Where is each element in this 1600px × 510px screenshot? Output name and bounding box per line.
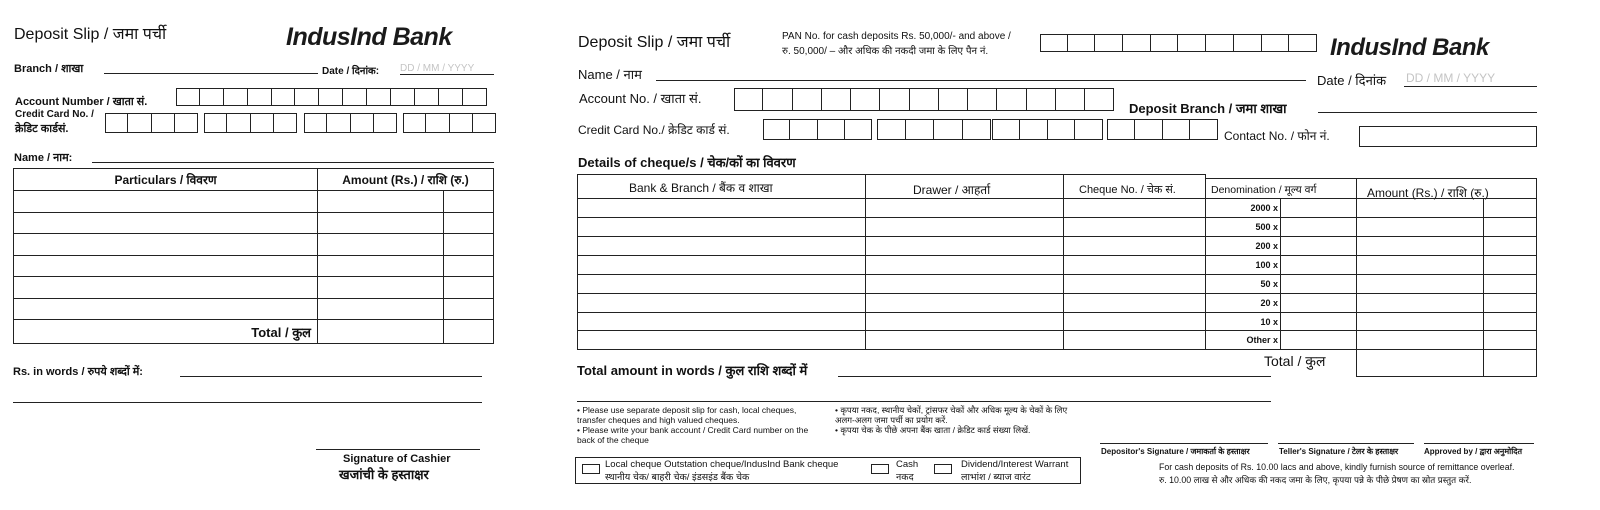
col-denomination: Denomination / मूल्य वर्ग xyxy=(1211,184,1317,196)
note-en-1: • Please use separate deposit slip for cash, local cheques, transfer cheques and high valued cheques. xyxy=(577,405,797,425)
slip-date-field[interactable]: DD / MM / YYYY xyxy=(1406,71,1496,85)
cheque-details-label: Details of cheque/s / चेक/कों का विवरण xyxy=(578,155,796,170)
counterfoil-words-label: Rs. in words / रुपये शब्दों में: xyxy=(13,366,143,378)
slip-cc-group-1[interactable] xyxy=(763,119,872,140)
approved-by-label: Approved by / द्वारा अनुमोदित xyxy=(1424,447,1523,456)
counterfoil-col-particulars: Particulars / विवरण xyxy=(14,169,318,191)
denomination-10: 10 x xyxy=(1260,317,1278,327)
option-cash-hi: नकद xyxy=(896,472,914,483)
slip-words-field[interactable] xyxy=(838,376,1271,377)
remittance-note-en: For cash deposits of Rs. 10.00 lacs and above, kindly furnish source of remittance overleaf. xyxy=(1159,462,1515,472)
slip-cc-label: Credit Card No./ क्रेडिट कार्ड सं. xyxy=(578,123,730,137)
pan-note-1: PAN No. for cash deposits Rs. 50,000/- and above / xyxy=(782,31,1011,42)
notes-hindi xyxy=(835,405,1075,435)
denomination-20: 20 x xyxy=(1260,298,1278,308)
denomination-2000: 2000 x xyxy=(1250,203,1278,213)
contact-label: Contact No. / फोन नं. xyxy=(1224,129,1330,143)
slip-name-field[interactable] xyxy=(656,80,1306,81)
slip-title: Deposit Slip / जमा पर्ची xyxy=(578,34,731,51)
counterfoil-words-field-2[interactable] xyxy=(13,402,482,403)
note-hi-2: • कृपया चेक के पीछे अपना बैंक खाता / क्रेडिट कार्ड संख्या लिखें. xyxy=(835,425,1031,435)
counterfoil-cc-group-2[interactable] xyxy=(204,113,297,133)
slip-account-boxes[interactable] xyxy=(734,88,1114,111)
counterfoil-branch-label: Branch / शाखा xyxy=(14,63,84,75)
counterfoil-cc-group-4[interactable] xyxy=(403,113,496,133)
counterfoil-signature-label-2: खजांची के हस्ताक्षर xyxy=(339,467,429,482)
col-drawer: Drawer / आहर्ता xyxy=(913,183,991,197)
note-en-2: • Please write your bank account / Credit Card number on the back of the cheque xyxy=(577,425,809,445)
table-row[interactable] xyxy=(14,234,494,256)
counterfoil-total-field[interactable] xyxy=(318,320,444,344)
approval-signature-line[interactable] xyxy=(1424,443,1534,444)
checkbox-dividend[interactable] xyxy=(934,464,952,474)
slip-bank-logo: IndusInd Bank xyxy=(1330,34,1489,61)
denomination-200: 200 x xyxy=(1255,241,1278,251)
counterfoil-account-boxes[interactable] xyxy=(176,88,487,106)
table-row[interactable] xyxy=(14,191,494,213)
counterfoil-cc-label-2: क्रेडिट कार्डसं. xyxy=(15,123,69,135)
denomination-100: 100 x xyxy=(1255,260,1278,270)
counterfoil-cc-label-1: Credit Card No. / xyxy=(15,109,94,120)
slip-name-label: Name / नाम xyxy=(578,67,642,82)
counterfoil-cc-group-3[interactable] xyxy=(304,113,397,133)
counterfoil-bank-logo: IndusInd Bank xyxy=(286,23,452,51)
counterfoil-table xyxy=(13,168,494,344)
col-amount: Amount (Rs.) / राशि (रु.) xyxy=(1367,186,1489,200)
slip-total-label: Total / कुल xyxy=(1264,353,1326,369)
counterfoil-words-field[interactable] xyxy=(180,376,482,377)
slip-cc-group-3[interactable] xyxy=(992,119,1103,140)
col-bank-branch: Bank & Branch / बैंक व शाखा xyxy=(629,181,773,195)
counterfoil-name-field[interactable] xyxy=(92,162,494,163)
denomination-other: Other x xyxy=(1246,335,1278,345)
counterfoil-branch-field[interactable] xyxy=(104,73,318,74)
slip-date-underline xyxy=(1404,86,1537,87)
counterfoil-signature-label-1: Signature of Cashier xyxy=(343,453,451,465)
pan-note-2: रु. 50,000/ – और अधिक की नकदी जमा के लिए पैन नं. xyxy=(782,46,989,57)
remittance-note-hi: रु. 10.00 लाख से और अधिक की नकद जमा के लिए, कृपया पन्ने के पीछे प्रेषण का स्रोत प्रस्तुत करें. xyxy=(1159,475,1472,485)
option-cash-en: Cash xyxy=(896,459,919,470)
counterfoil-title: Deposit Slip / जमा पर्ची xyxy=(14,26,167,43)
note-hi-1: • कृपया नकद, स्थानीय चेकों, ट्रांसफर चेकों और अधिक मूल्य के चेकों के लिए अलग-अलग जमा पर्ची का प्रयोग करें. xyxy=(835,405,1068,425)
table-row[interactable] xyxy=(14,255,494,277)
counterfoil-date-field[interactable]: DD / MM / YYYY xyxy=(400,63,475,74)
checkbox-cash[interactable] xyxy=(871,464,889,474)
deposit-type-options xyxy=(575,457,1081,484)
depositor-signature-line[interactable] xyxy=(1100,443,1268,444)
col-cheque-no: Cheque No. / चेक सं. xyxy=(1079,184,1176,196)
counterfoil-col-amount: Amount (Rs.) / राशि (रु.) xyxy=(318,169,494,191)
option-dividend-en: Dividend/Interest Warrant xyxy=(961,459,1069,470)
slip-words-label: Total amount in words / कुल राशि शब्दों में xyxy=(577,363,808,378)
depositor-signature-label: Depositor's Signature / जमाकर्ता के हस्ताक्षर xyxy=(1101,447,1250,456)
slip-cc-group-4[interactable] xyxy=(1107,119,1218,140)
option-dividend-hi: लाभांश / ब्याज वारंट xyxy=(961,472,1031,483)
denomination-500: 500 x xyxy=(1255,222,1278,232)
teller-signature-label: Teller's Signature / टेलर के हस्ताक्षर xyxy=(1279,447,1399,456)
denomination-50: 50 x xyxy=(1260,279,1278,289)
option-cheque-en: Local cheque Outstation cheque/IndusInd Bank cheque xyxy=(605,459,839,470)
deposit-branch-label: Deposit Branch / जमा शाखा xyxy=(1129,101,1287,116)
table-row[interactable] xyxy=(14,277,494,299)
teller-signature-line[interactable] xyxy=(1278,443,1414,444)
counterfoil-date-underline xyxy=(400,74,494,75)
slip-cc-group-2[interactable] xyxy=(877,119,991,140)
checkbox-cheque[interactable] xyxy=(582,464,600,474)
counterfoil-total-label: Total / कुल xyxy=(14,320,318,344)
counterfoil-cc-group-1[interactable] xyxy=(105,113,198,133)
counterfoil-name-label: Name / नाम: xyxy=(14,152,73,164)
option-cheque-hi: स्थानीय चेक/ बाहरी चेक/ इंडसइंड बैंक चेक xyxy=(605,472,750,483)
slip-words-field-2[interactable] xyxy=(577,401,1271,402)
notes-english xyxy=(577,405,817,445)
cheque-table xyxy=(577,174,1537,376)
contact-field[interactable] xyxy=(1359,126,1537,147)
table-row[interactable] xyxy=(14,212,494,234)
counterfoil-date-label: Date / दिनांक: xyxy=(322,66,380,77)
deposit-branch-field[interactable] xyxy=(1318,112,1537,113)
counterfoil-signature-line[interactable] xyxy=(316,449,480,450)
counterfoil-account-label: Account Number / खाता सं. xyxy=(15,96,148,108)
pan-boxes[interactable] xyxy=(1040,34,1317,52)
table-row[interactable] xyxy=(14,298,494,320)
slip-account-label: Account No. / खाता सं. xyxy=(579,91,702,106)
slip-date-label: Date / दिनांक xyxy=(1317,73,1387,88)
